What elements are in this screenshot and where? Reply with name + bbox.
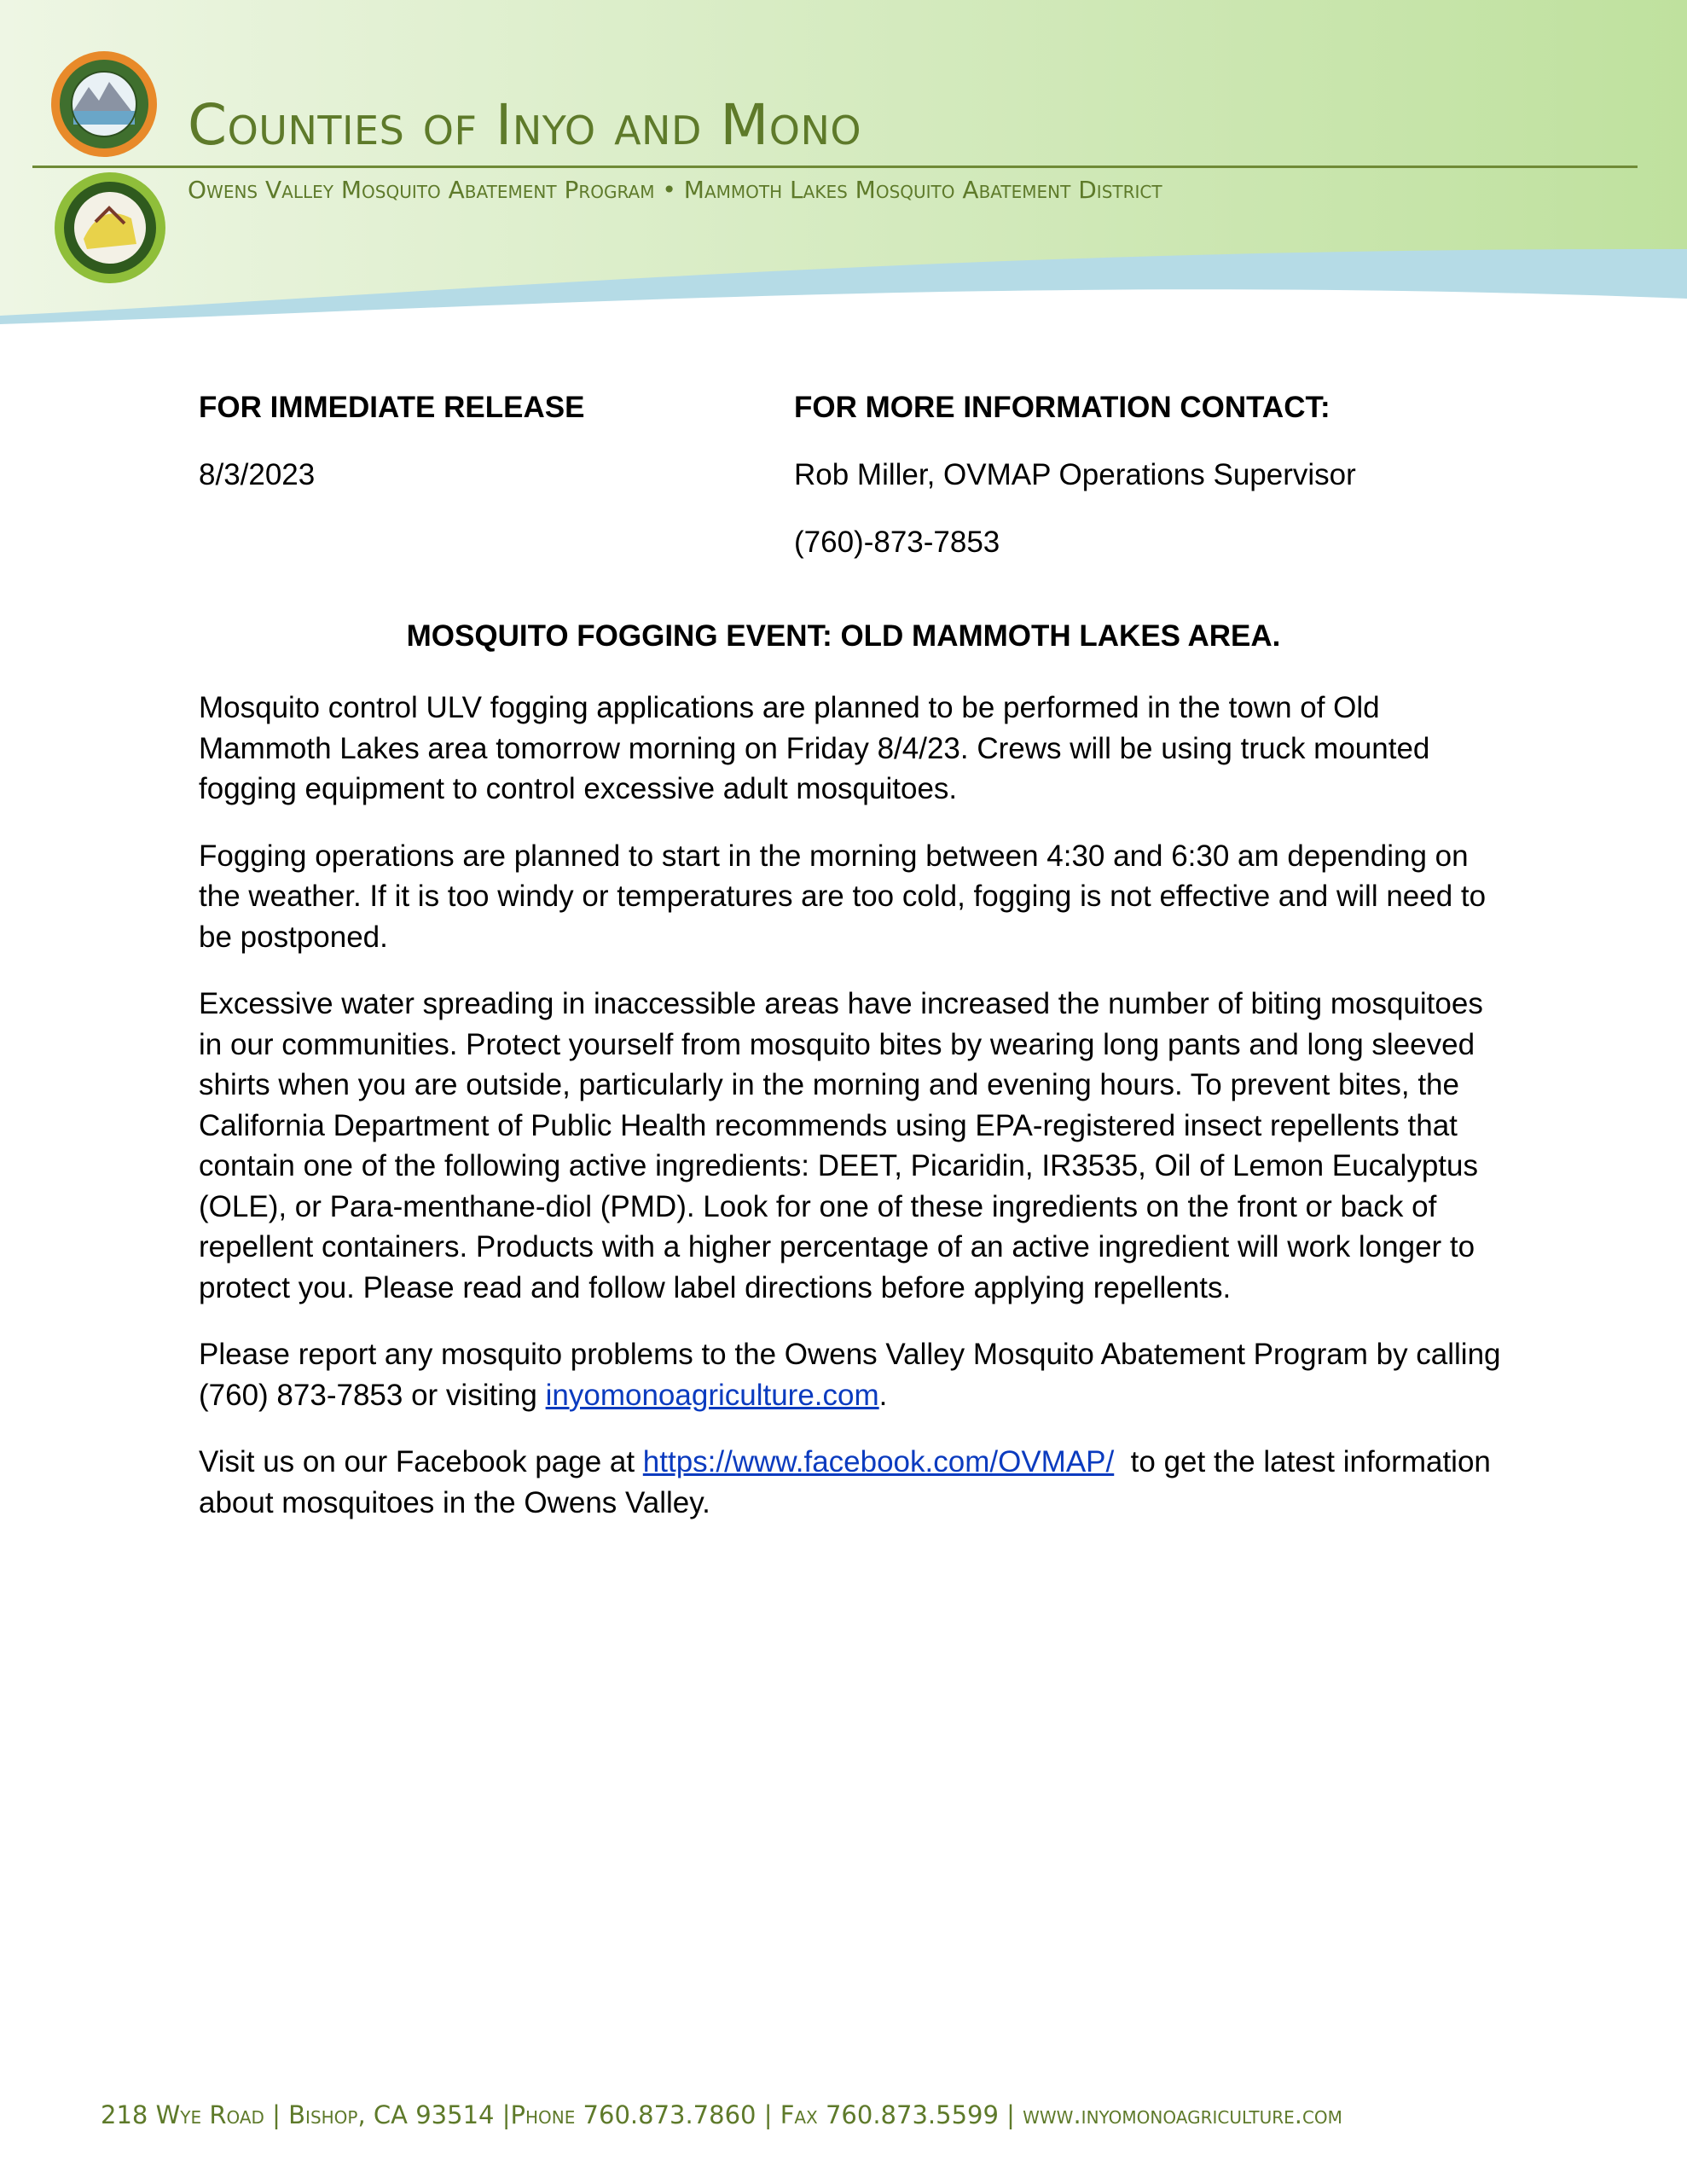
release-label: FOR IMMEDIATE RELEASE bbox=[199, 391, 585, 424]
body-paragraph bbox=[199, 1334, 1512, 1415]
website-link[interactable]: inyomonoagriculture.com bbox=[545, 1378, 879, 1412]
press-release-headline: MOSQUITO FOGGING EVENT: OLD MAMMOTH LAKES AREA. bbox=[406, 619, 1281, 653]
release-block bbox=[199, 374, 584, 508]
release-date: 8/3/2023 bbox=[199, 458, 316, 491]
inyo-county-seal bbox=[49, 49, 159, 159]
facebook-text-end: to get the latest information about mosquitoes in the Owens Valley. bbox=[199, 1445, 1499, 1519]
contact-phone: (760)-873-7853 bbox=[794, 526, 1000, 559]
report-text: Please report any mosquito problems to the Owens Valley Mosquito Abatement Program by calling (760) 873-7853 or visiting bbox=[199, 1338, 1501, 1412]
mono-county-seal bbox=[53, 171, 167, 285]
body-paragraph: Excessive water spreading in inaccessible areas have increased the number of biting mosquitoes in our communities. Protect yourself from mosquito bites by wearing long pants and long sleeved shirts when you are outside, particularly in the morning and evening hours. To prevent bites, the California Department of Public Health recommends using EPA-registered insect repellents that contain one of the following active ingredients: DEET, Picaridin, IR3535, Oil of Lemon Eucalyptus (OLE), or Para-menthane-diol (PMD). Look for one of these ingredients on the front or back of repellent containers. Products with a higher percentage of an active ingredient will work longer to protect you. Please read and follow label directions before applying repellents. bbox=[199, 987, 1483, 1304]
facebook-link[interactable]: https://www.facebook.com/OVMAP/ bbox=[642, 1445, 1115, 1478]
press-release-body bbox=[199, 688, 1512, 1549]
body-paragraph: Mosquito control ULV fogging applications are planned to be performed in the town of Old Mammoth Lakes area tomorrow morning on Friday 8/4/23. Crews will be using truck mounted fogging equipment to control excessive adult mosquitoes. bbox=[199, 691, 1430, 805]
letterhead-subtitle: Owens Valley Mosquito Abatement Program • Mammoth Lakes Mosquito Abatement District bbox=[188, 176, 1162, 204]
letterhead-divider bbox=[32, 166, 1638, 168]
body-paragraph bbox=[199, 1442, 1512, 1523]
report-text-end: . bbox=[878, 1378, 888, 1412]
contact-block bbox=[794, 374, 1356, 576]
contact-label: FOR MORE INFORMATION CONTACT: bbox=[794, 391, 1330, 424]
body-paragraph: Fogging operations are planned to start in the morning between 4:30 and 6:30 am depending on the weather. If it is too windy or temperatures are too cold, fogging is not effective and will need to be postponed. bbox=[199, 839, 1487, 954]
letterhead-footer: 218 Wye Road | Bishop, CA 93514 |Phone 760.873.7860 | Fax 760.873.5599 | www.inyomonoagriculture.com bbox=[101, 2100, 1342, 2129]
letterhead-wave bbox=[0, 213, 1687, 324]
contact-name: Rob Miller, OVMAP Operations Supervisor bbox=[794, 458, 1356, 491]
letterhead-title: Counties of Inyo and Mono bbox=[188, 92, 862, 158]
facebook-text: Visit us on our Facebook page at bbox=[199, 1445, 643, 1478]
